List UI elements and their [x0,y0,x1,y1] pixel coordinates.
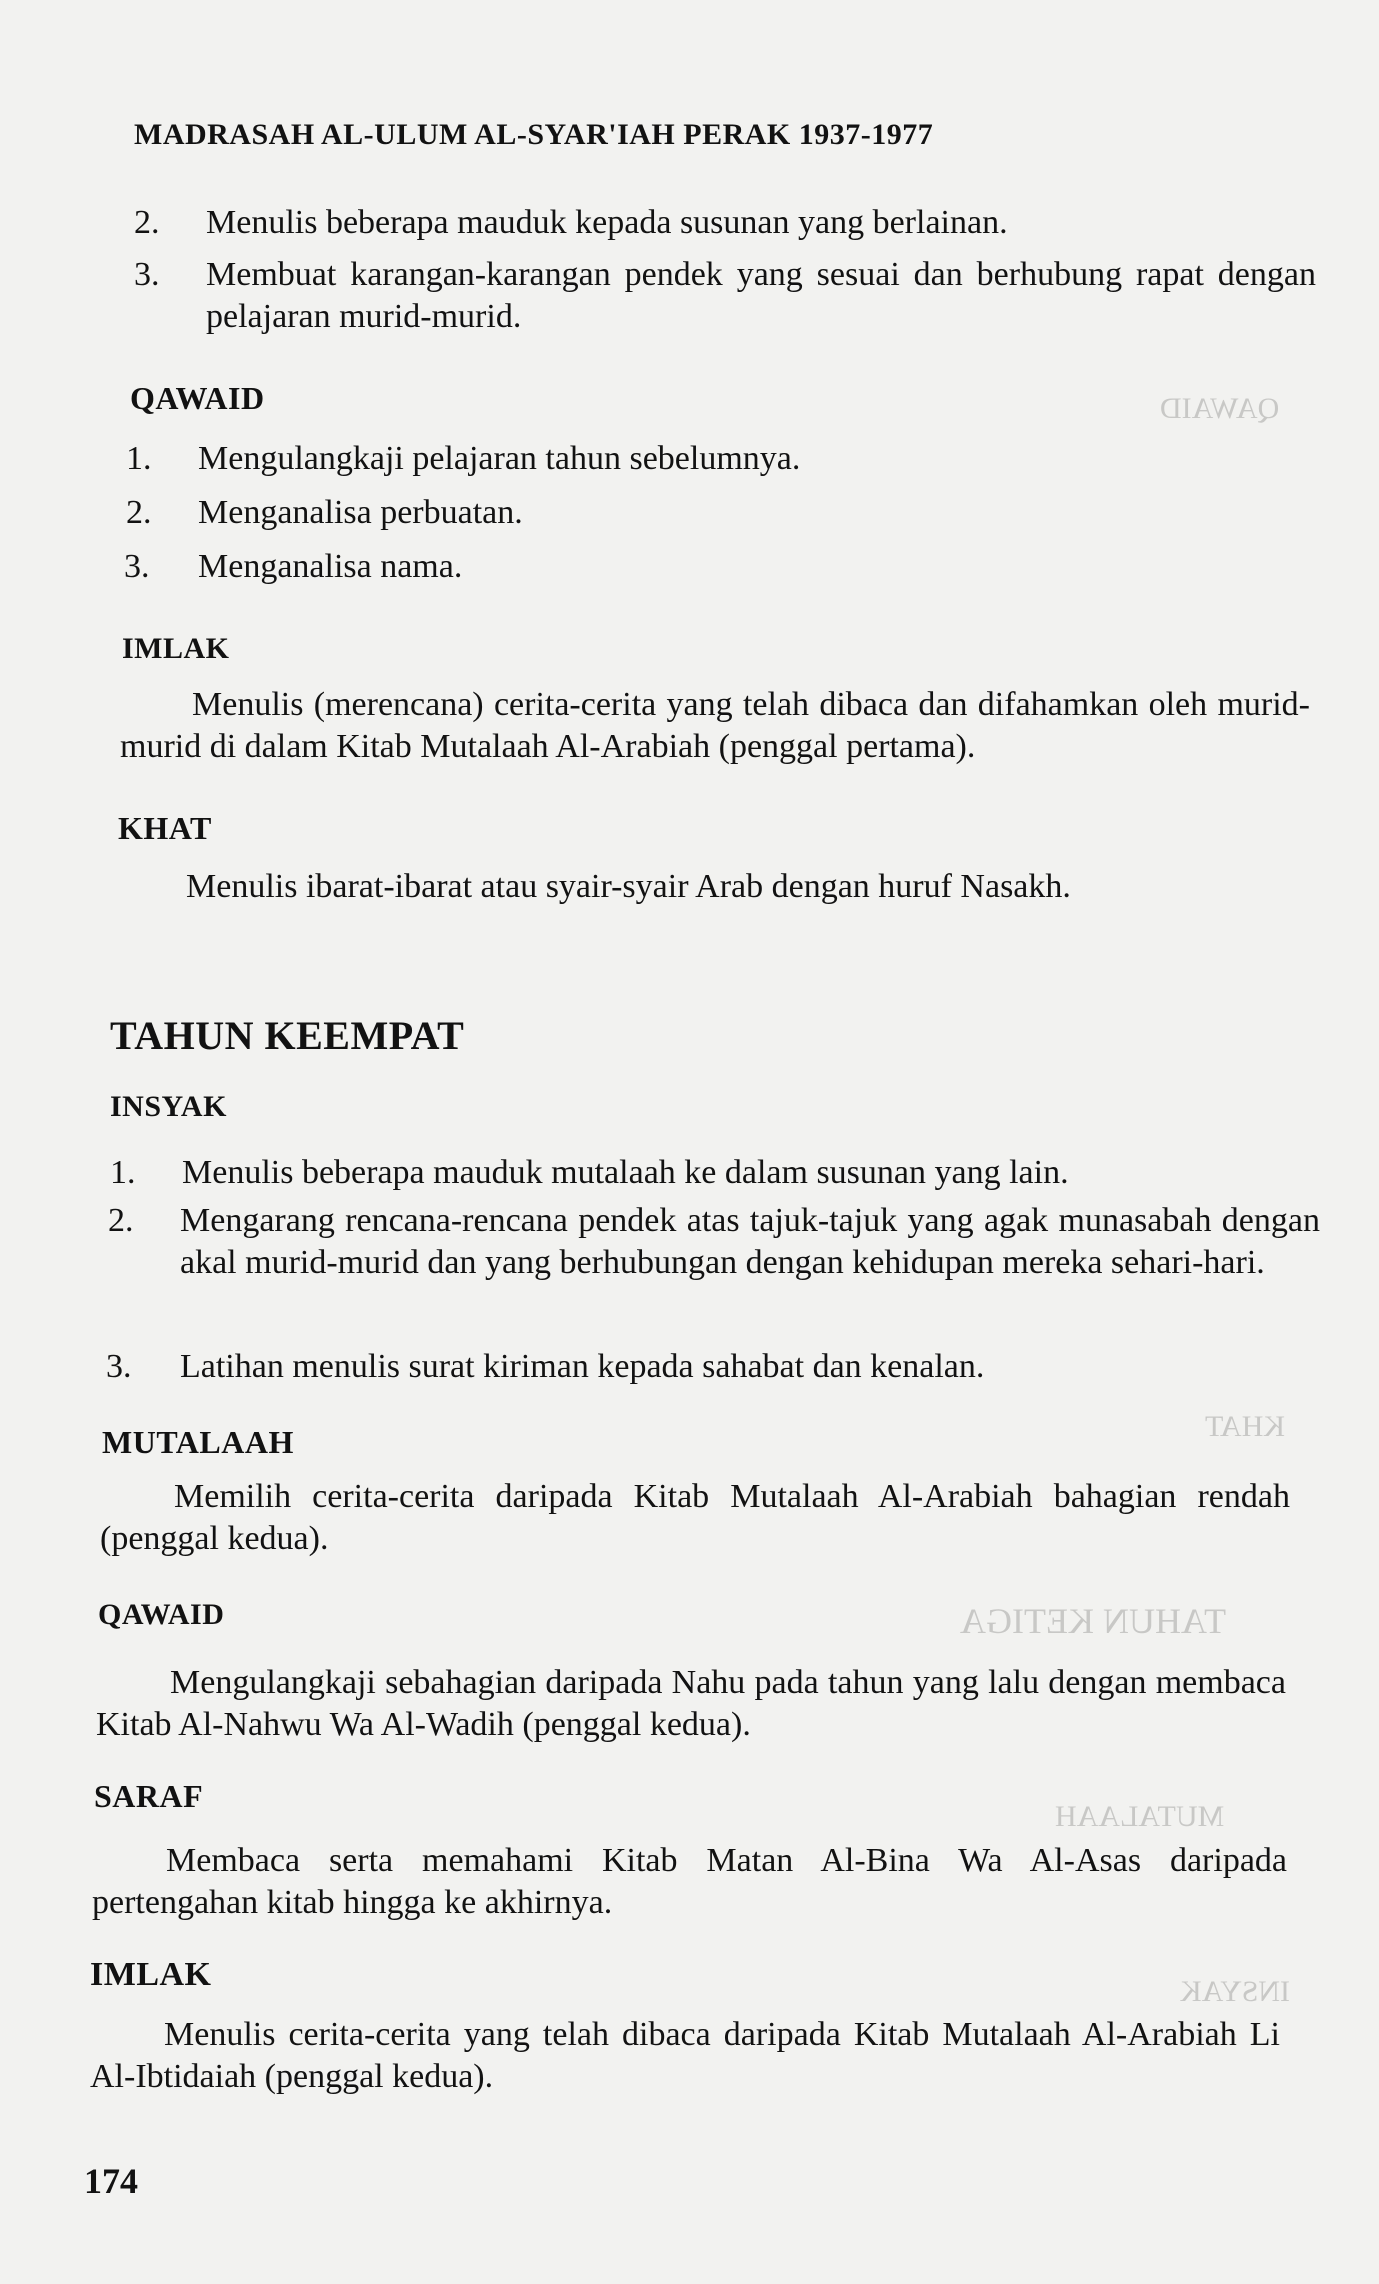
saraf-paragraph: Membaca serta memahami Kitab Matan Al-Bina Wa Al-Asas daripada pertengahan kitab hingga ke akhirnya. [92,1842,1287,1921]
khat-paragraph: Menulis ibarat-ibarat atau syair-syair Arab dengan huruf Nasakh. [186,868,1071,905]
list-text: Latihan menulis surat kiriman kepada sahabat dan kenalan. [180,1348,985,1385]
qawaid-2-paragraph: Mengulangkaji sebahagian daripada Nahu pada tahun yang lalu dengan membaca Kitab Al-Nahwu Wa Al-Wadih (penggal kedua). [96,1664,1286,1743]
list-text: Mengulangkaji pelajaran tahun sebelumnya. [198,440,801,477]
heading-qawaid: QAWAID [130,380,265,416]
list-text: Mengarang rencana-rencana pendek atas tajuk-tajuk yang agak munasabah dengan akal murid-murid dan yang berhubungan dengan kehidupan mereka sehari-hari. [180,1202,1320,1281]
bleed-through-insyak: INSYAK [1180,1975,1291,2008]
page-number: 174 [84,2161,138,2201]
list-item-insyak-3 [106,1346,1306,1388]
list-number: 3. [124,548,150,585]
bleed-through-qawaid: QAWAID [1160,392,1280,425]
section-title: TAHUN KEEMPAT [110,1013,465,1058]
list-number: 3. [134,256,160,293]
bleed-through-tahun: TAHUN KETIGA [960,1601,1227,1641]
list-text: Menganalisa nama. [198,548,463,585]
list-text: Menulis beberapa mauduk kepada susunan yang berlainan. [206,204,1008,241]
list-item-insyak-2 [108,1200,1323,1330]
list-item-qawaid-3 [124,546,1224,588]
heading-imlak-2: IMLAK [90,1956,212,1993]
list-number: 2. [108,1202,134,1239]
list-number: 3. [106,1348,132,1385]
heading-khat: KHAT [118,810,212,846]
list-text: Menganalisa perbuatan. [198,494,523,531]
list-item-top-3 [134,254,1334,344]
heading-mutalaah: MUTALAAH [102,1424,294,1460]
heading-insyak: INSYAK [110,1090,227,1123]
bleed-through-mutalaah: MUTALAAH [1055,1800,1225,1833]
heading-imlak: IMLAK [122,632,230,665]
list-number: 1. [110,1154,136,1191]
list-text: Menulis beberapa mauduk mutalaah ke dalam susunan yang lain. [182,1154,1069,1191]
list-number: 2. [134,204,160,241]
list-text: Membuat karangan-karangan pendek yang sesuai dan berhubung rapat dengan pelajaran murid-murid. [206,256,1316,335]
list-item-qawaid-2 [126,492,1226,534]
imlak-paragraph: Menulis (merencana) cerita-cerita yang telah dibaca dan difahamkan oleh murid-murid di dalam Kitab Mutalaah Al-Arabiah (penggal pertama). [120,686,1310,765]
list-item-qawaid-1 [126,438,1226,480]
heading-qawaid-2: QAWAID [98,1598,225,1631]
mutalaah-paragraph: Memilih cerita-cerita daripada Kitab Mutalaah Al-Arabiah bahagian rendah (penggal kedua). [100,1478,1290,1557]
running-header: MADRASAH AL-ULUM AL-SYAR'IAH PERAK 1937-1977 [134,118,934,151]
list-number: 1. [126,440,152,477]
heading-saraf: SARAF [94,1778,204,1814]
list-number: 2. [126,494,152,531]
list-item-top-2 [134,202,1314,244]
imlak-2-paragraph: Menulis cerita-cerita yang telah dibaca daripada Kitab Mutalaah Al-Arabiah Li Al-Ibtidaiah (penggal kedua). [90,2016,1280,2095]
list-item-insyak-1 [110,1152,1310,1194]
bleed-through-khat: KHAT [1205,1410,1285,1443]
